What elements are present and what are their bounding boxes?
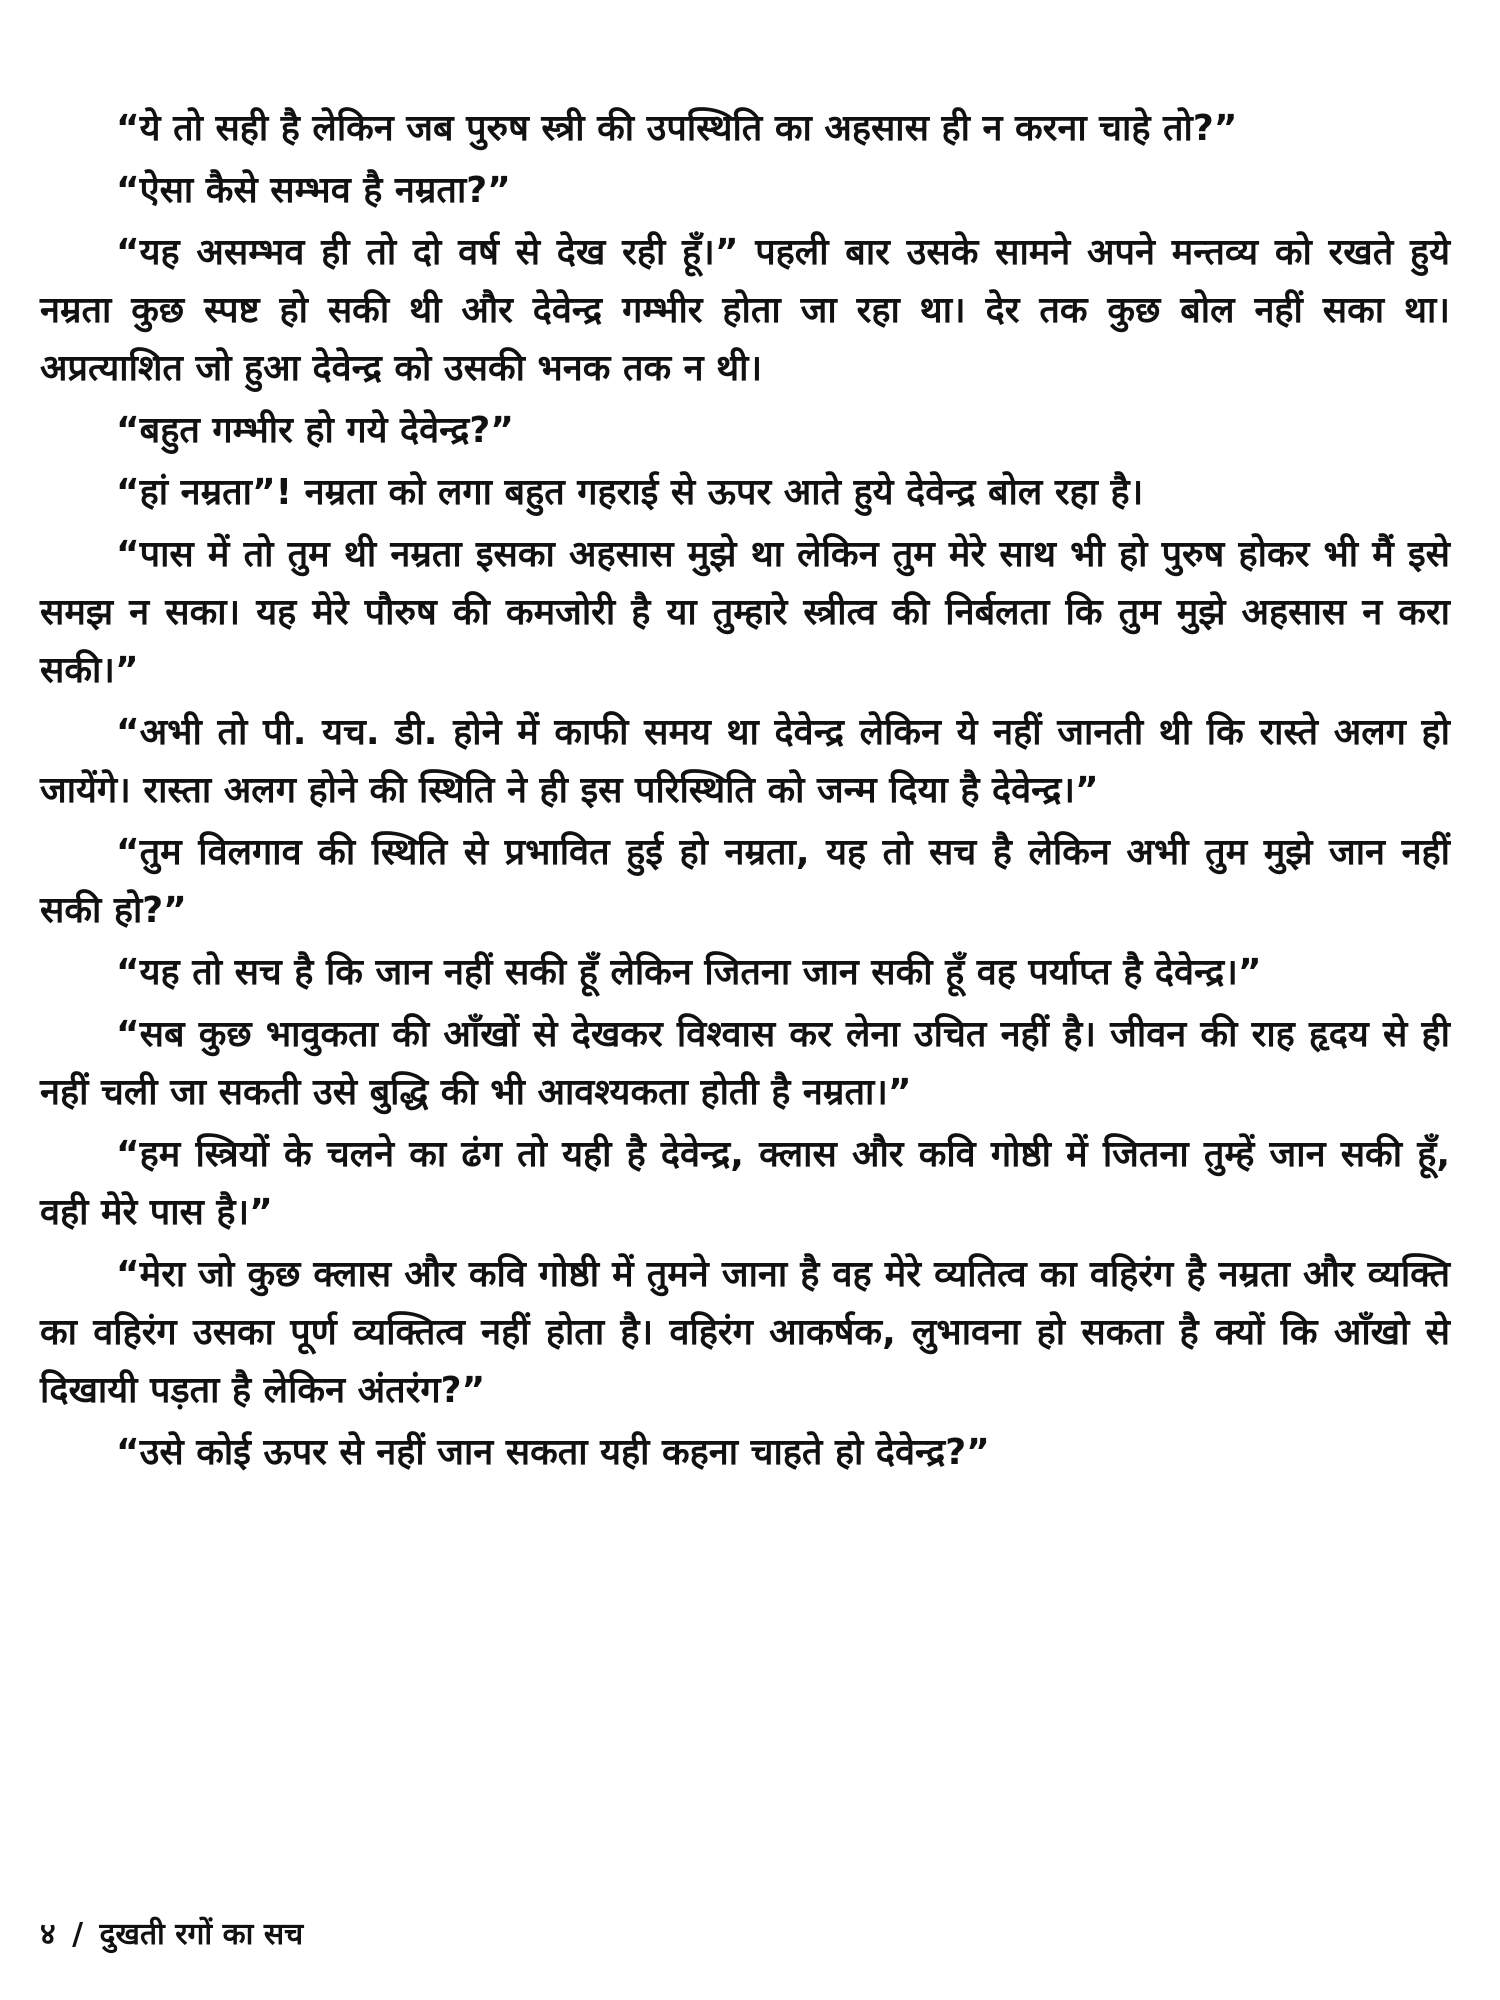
page-number: ४ bbox=[40, 1917, 56, 1952]
paragraph: “उसे कोई ऊपर से नहीं जान सकता यही कहना चाहते हो देवेन्द्र?” bbox=[116, 1432, 990, 1473]
paragraph: “अभी तो पी. यच. डी. होने में काफी समय था देवेन्द्र लेकिन ये नहीं जानती थी कि रास्ते अलग हो जायेंगे। रास्ता अलग होने की स्थिति ने ही इस परिस्थिति को जन्म दिया है देवेन्द्र।” bbox=[40, 712, 1450, 811]
paragraph: “मेरा जो कुछ क्लास और कवि गोष्ठी में तुमने जाना है वह मेरे व्यतित्व का वहिरंग है नम्रता और व्यक्ति का वहिरंग उसका पूर्ण व्यक्तित्व नहीं होता है। वहिरंग आकर्षक, लुभावना हो सकता है क्यों कि आँखो से दिखायी पड़ता है लेकिन अंतरंग?” bbox=[40, 1254, 1450, 1411]
paragraph: “यह तो सच है कि जान नहीं सकी हूँ लेकिन जितना जान सकी हूँ वह पर्याप्त है देवेन्द्र।” bbox=[116, 952, 1262, 993]
paragraph: “ऐसा कैसे सम्भव है नम्रता?” bbox=[116, 170, 511, 211]
paragraph: “हां नम्रता”! नम्रता को लगा बहुत गहराई से ऊपर आते हुये देवेन्द्र बोल रहा है। bbox=[116, 472, 1144, 513]
paragraph: “हम स्त्रियों के चलने का ढंग तो यही है देवेन्द्र, क्लास और कवि गोष्ठी में जितना तुम्हें जान सकी हूँ, वही मेरे पास है।” bbox=[40, 1134, 1450, 1233]
paragraph: “ये तो सही है लेकिन जब पुरुष स्त्री की उपस्थिति का अहसास ही न करना चाहे तो?” bbox=[116, 108, 1238, 149]
book-title: दुखती रगों का सच bbox=[99, 1917, 304, 1952]
page-footer bbox=[40, 1912, 303, 1953]
paragraph: “सब कुछ भावुकता की आँखों से देखकर विश्वास कर लेना उचित नहीं है। जीवन की राह हृदय से ही नहीं चली जा सकती उसे बुद्धि की भी आवश्यकता होती है नम्रता।” bbox=[40, 1014, 1450, 1113]
paragraph: “तुम विलगाव की स्थिति से प्रभावित हुई हो नम्रता, यह तो सच है लेकिन अभी तुम मुझे जान नहीं सकी हो?” bbox=[40, 832, 1450, 931]
paragraph: “बहुत गम्भीर हो गये देवेन्द्र?” bbox=[116, 410, 514, 451]
footer-separator: / bbox=[72, 1917, 84, 1952]
paragraph: “पास में तो तुम थी नम्रता इसका अहसास मुझे था लेकिन तुम मेरे साथ भी हो पुरुष होकर भी मैं इसे समझ न सका। यह मेरे पौरुष की कमजोरी है या तुम्हारे स्त्रीत्व की निर्बलता कि तुम मुझे अहसास न करा सकी।” bbox=[40, 534, 1450, 691]
page-body bbox=[40, 100, 1450, 1880]
paragraph: “यह असम्भव ही तो दो वर्ष से देख रही हूँ।” पहली बार उसके सामने अपने मन्तव्य को रखते हुये नम्रता कुछ स्पष्ट हो सकी थी और देवेन्द्र गम्भीर होता जा रहा था। देर तक कुछ बोल नहीं सका था। अप्रत्याशित जो हुआ देवेन्द्र को उसकी भनक तक न थी। bbox=[40, 232, 1450, 389]
